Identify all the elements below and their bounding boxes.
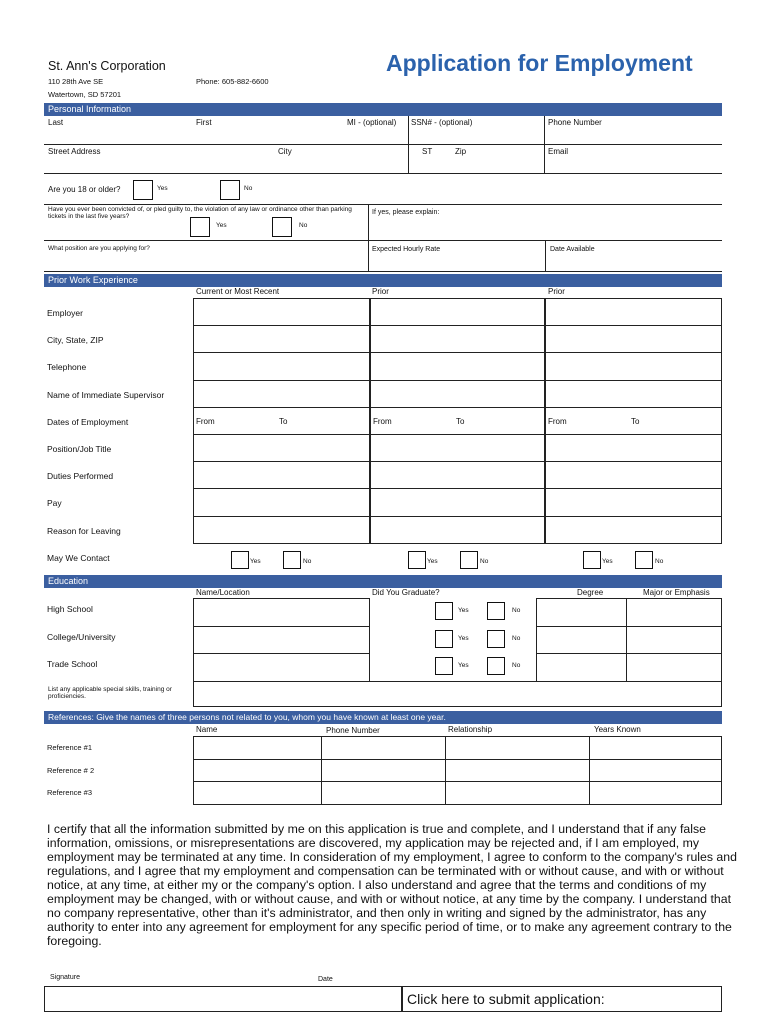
first-name-field[interactable] <box>194 129 344 144</box>
work-from-label: From <box>373 416 392 426</box>
edu-major-field[interactable] <box>626 626 722 655</box>
graduate-no-checkbox[interactable] <box>487 630 505 648</box>
work-cell-field[interactable] <box>545 434 722 462</box>
edu-col-major: Major or Emphasis <box>643 588 710 597</box>
work-cell-field[interactable] <box>370 298 545 326</box>
contact-yes-label: Yes <box>250 557 261 565</box>
work-cell-field[interactable] <box>193 461 370 489</box>
reference-row-label: Reference #3 <box>47 788 93 797</box>
work-to-label: To <box>279 416 288 426</box>
ref-col-name: Name <box>196 725 218 734</box>
position-field[interactable] <box>192 241 367 269</box>
submit-application-button[interactable]: Click here to submit application: <box>402 986 722 1012</box>
graduate-yes-label: Yes <box>458 634 469 642</box>
graduate-no-label: No <box>512 662 521 670</box>
reference-cell-field[interactable] <box>445 736 590 760</box>
explain-label: If yes, please explain: <box>372 209 440 216</box>
graduate-yes-label: Yes <box>458 607 469 614</box>
skills-label: List any applicable special skills, training or proficiencies. <box>48 686 172 701</box>
work-cell-field[interactable] <box>193 434 370 462</box>
age-yes-checkbox[interactable] <box>133 180 153 200</box>
edu-name-field[interactable] <box>193 598 370 627</box>
work-from-label: From <box>548 416 567 426</box>
work-row-label: Pay <box>47 498 62 509</box>
work-cell-field[interactable] <box>545 461 722 489</box>
reference-cell-field[interactable] <box>321 736 446 760</box>
work-col-current: Current or Most Recent <box>196 287 280 296</box>
date-label: Date <box>318 976 333 983</box>
explain-field[interactable] <box>370 219 721 239</box>
position-question: What position are you applying for? <box>48 245 150 252</box>
graduate-yes-label: Yes <box>458 662 469 670</box>
work-row-label: Duties Performed <box>47 471 114 482</box>
email-label: Email <box>548 147 569 156</box>
reference-cell-field[interactable] <box>193 736 322 760</box>
work-row-label: Reason for Leaving <box>47 525 121 536</box>
ref-col-phone: Phone Number <box>326 726 380 735</box>
reference-cell-field[interactable] <box>589 781 722 805</box>
edu-degree-field[interactable] <box>536 626 627 655</box>
work-cell-field[interactable] <box>370 461 545 489</box>
contact-yes-checkbox[interactable] <box>408 551 426 569</box>
contact-no-label: No <box>480 557 489 565</box>
work-cell-field[interactable] <box>545 543 722 571</box>
last-name-field[interactable] <box>46 129 191 144</box>
work-row-label: May We Contact <box>47 552 110 563</box>
graduate-yes-checkbox[interactable] <box>435 602 453 620</box>
reference-cell-field[interactable] <box>445 781 590 805</box>
work-row-label: Position/Job Title <box>47 444 112 454</box>
edu-major-field[interactable] <box>626 598 722 627</box>
work-cell-field[interactable] <box>370 325 545 353</box>
graduate-yes-checkbox[interactable] <box>435 630 453 648</box>
contact-no-checkbox[interactable] <box>460 551 478 569</box>
graduate-no-label: No <box>512 607 521 614</box>
edu-col-graduate: Did You Graduate? <box>372 588 440 597</box>
page-title: Application for Employment <box>386 50 693 76</box>
work-to-label: To <box>456 416 465 426</box>
work-cell-field[interactable] <box>545 488 722 516</box>
ssn-label: SSN# - (optional) <box>411 118 473 127</box>
work-cell-field[interactable] <box>193 488 370 516</box>
phone-number-label: Phone Number <box>548 118 602 127</box>
work-cell-field[interactable] <box>545 298 722 326</box>
conviction-yes-label: Yes <box>216 222 227 229</box>
street-address-field[interactable] <box>46 158 271 173</box>
company-phone: Phone: 605-882-6600 <box>196 77 269 86</box>
street-address-label: Street Address <box>48 147 101 156</box>
signature-field[interactable] <box>44 986 402 1012</box>
reference-cell-field[interactable] <box>321 781 446 805</box>
section-header-education: Education <box>44 575 722 588</box>
section-header-personal: Personal Information <box>44 103 722 116</box>
ref-col-years: Years Known <box>594 725 641 734</box>
work-cell-field[interactable] <box>370 543 545 571</box>
work-cell-field[interactable] <box>193 380 370 408</box>
work-row-label: Name of Immediate Supervisor <box>47 389 165 400</box>
reference-cell-field[interactable] <box>445 759 590 783</box>
graduate-no-label: No <box>512 634 521 642</box>
company-name: St. Ann's Corporation <box>48 59 166 73</box>
work-cell-field[interactable] <box>193 298 370 326</box>
work-cell-field[interactable] <box>370 352 545 380</box>
graduate-no-checkbox[interactable] <box>487 602 505 620</box>
reference-cell-field[interactable] <box>193 781 322 805</box>
graduate-yes-checkbox[interactable] <box>435 657 453 675</box>
reference-cell-field[interactable] <box>589 736 722 760</box>
company-address-line2: Watertown, SD 57201 <box>48 90 122 99</box>
section-header-work: Prior Work Experience <box>44 274 722 287</box>
work-row-label: City, State, ZIP <box>47 335 104 346</box>
work-cell-field[interactable] <box>545 352 722 380</box>
work-cell-field[interactable] <box>370 434 545 462</box>
section-header-references: References: Give the names of three persons not related to you, whom you have known at least one year. <box>44 711 722 724</box>
zip-label: Zip <box>455 147 467 156</box>
edu-degree-field[interactable] <box>536 598 627 627</box>
contact-no-checkbox[interactable] <box>635 551 653 569</box>
work-row-label: Employer <box>47 308 83 318</box>
work-cell-field[interactable] <box>545 325 722 353</box>
edu-name-field[interactable] <box>193 626 370 655</box>
work-row-label: Telephone <box>47 362 87 373</box>
work-cell-field[interactable] <box>370 488 545 516</box>
conviction-yes-checkbox[interactable] <box>190 217 210 237</box>
work-cell-field[interactable] <box>370 380 545 408</box>
reference-cell-field[interactable] <box>193 759 322 783</box>
edu-col-name: Name/Location <box>196 588 250 597</box>
date-available-label: Date Available <box>550 246 595 253</box>
conviction-no-checkbox[interactable] <box>272 217 292 237</box>
work-row-label: Dates of Employment <box>47 416 129 427</box>
work-cell-field[interactable] <box>193 325 370 353</box>
work-cell-field[interactable] <box>545 516 722 544</box>
skills-field[interactable] <box>193 681 722 707</box>
reference-row-label: Reference # 2 <box>47 765 95 775</box>
contact-yes-label: Yes <box>602 557 613 565</box>
contact-no-checkbox[interactable] <box>283 551 301 569</box>
edu-major-field[interactable] <box>626 653 722 682</box>
mi-label: MI - (optional) <box>347 118 397 127</box>
city-label: City <box>278 147 292 156</box>
age-question: Are you 18 or older? <box>48 185 121 194</box>
age-no-checkbox[interactable] <box>220 180 240 200</box>
work-cell-field[interactable] <box>193 543 370 571</box>
reference-cell-field[interactable] <box>589 759 722 783</box>
phone-number-field[interactable] <box>546 129 721 144</box>
edu-col-degree: Degree <box>577 588 604 597</box>
conviction-question: Have you ever been convicted of, or pled guilty to, the violation of any law or ordinance other than parking tickets in the last five years? <box>48 206 352 221</box>
work-cell-field[interactable] <box>545 380 722 408</box>
certification-text: I certify that all the information submitted by me on this application is true and complete, and I understand that if any false information, omissions, or misrepresentations are discovered, my application may be rejected and, if I am employed, my employment may be terminated at any time. In consideration of my employment, I agree to conform to the company's rules and regulations, and I agree that my employment and compensation can be terminated with or without cause, and with or without notice, at any time, at either my or the company's option. I also understand and agree that the terms and conditions of my employment may be changed, with or without cause, and with or without notice, at any time by the company. I understand that no company representative, other than it's administrator, and then only in writing and signed by the administrator, has any authority to enter into any agreement for employment for any specific period of time, or to make any agreement contrary to the foregoing. <box>47 822 737 948</box>
contact-yes-checkbox[interactable] <box>231 551 249 569</box>
edu-row-label: High School <box>47 604 93 614</box>
work-col-prior-1: Prior <box>372 287 389 296</box>
edu-row-label: College/University <box>47 631 116 642</box>
reference-row-label: Reference #1 <box>47 743 93 752</box>
work-cell-field[interactable] <box>193 352 370 380</box>
signature-label: Signature <box>50 974 80 981</box>
conviction-no-label: No <box>299 222 308 229</box>
edu-degree-field[interactable] <box>536 653 627 682</box>
graduate-no-checkbox[interactable] <box>487 657 505 675</box>
edu-row-label: Trade School <box>47 659 98 670</box>
age-no-label: No <box>244 185 253 192</box>
last-name-label: Last <box>48 118 64 127</box>
work-col-prior-2: Prior <box>548 287 565 296</box>
email-field[interactable] <box>546 158 721 173</box>
work-from-label: From <box>196 416 215 426</box>
work-to-label: To <box>631 416 640 426</box>
state-label: ST <box>422 147 433 156</box>
hourly-rate-label: Expected Hourly Rate <box>372 246 441 253</box>
work-cell-field[interactable] <box>193 516 370 544</box>
company-address-line1: 110 28th Ave SE <box>48 77 104 86</box>
contact-no-label: No <box>303 557 312 565</box>
reference-cell-field[interactable] <box>321 759 446 783</box>
age-yes-label: Yes <box>157 185 168 192</box>
edu-name-field[interactable] <box>193 653 370 682</box>
first-name-label: First <box>196 118 212 127</box>
contact-no-label: No <box>655 557 664 565</box>
contact-yes-label: Yes <box>427 557 438 565</box>
work-cell-field[interactable] <box>370 516 545 544</box>
ref-col-relationship: Relationship <box>448 725 493 734</box>
contact-yes-checkbox[interactable] <box>583 551 601 569</box>
